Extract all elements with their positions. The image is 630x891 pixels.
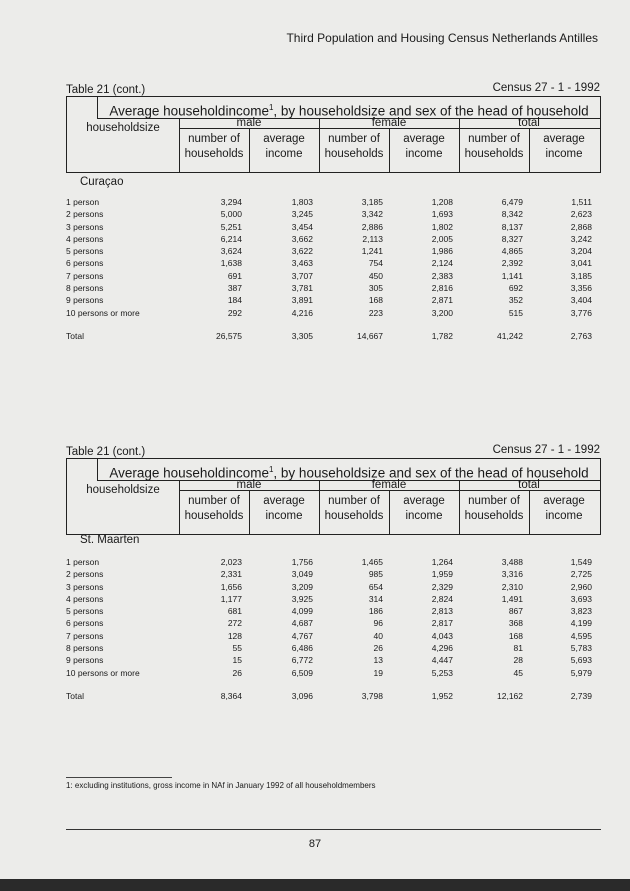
cell-value: 1,241 (361, 246, 383, 257)
table-row (66, 283, 606, 295)
row-label: Total (66, 330, 84, 341)
col-householdsize: householdsize (86, 484, 160, 496)
cell-value: 3,823 (570, 606, 592, 617)
cell-value: 1,465 (361, 557, 383, 567)
cell-value: 3,404 (570, 295, 592, 306)
table-row (66, 594, 606, 606)
table-body (66, 197, 606, 343)
table-row (66, 668, 606, 680)
cell-value: 28 (513, 655, 523, 666)
total-row (66, 691, 606, 703)
cell-value: 3,185 (570, 270, 592, 281)
cell-value: 3,781 (291, 283, 313, 294)
cell-value: 3,891 (291, 295, 313, 306)
cell-value: 4,687 (291, 618, 313, 629)
cell-value: 8,364 (220, 690, 242, 701)
col-number-of-households: number of households (324, 133, 384, 160)
cell-value: 3,316 (501, 569, 523, 580)
cell-value: 223 (368, 307, 383, 318)
cell-value: 3,204 (570, 246, 592, 257)
cell-value: 3,798 (361, 690, 383, 701)
cell-value: 1,549 (570, 557, 592, 567)
cell-value: 2,005 (431, 233, 453, 244)
census-date: Census 27 - 1 - 1992 (492, 82, 600, 94)
cell-value: 1,782 (431, 330, 453, 341)
cell-value: 2,329 (431, 581, 453, 592)
col-average-income: average income (263, 133, 305, 160)
cell-value: 3,463 (291, 258, 313, 269)
cell-value: 12,162 (497, 690, 523, 701)
col-average-income: average income (403, 495, 445, 522)
cell-value: 3,342 (361, 209, 383, 220)
cell-value: 985 (368, 569, 383, 580)
table-row (66, 308, 606, 320)
row-label: 6 persons (66, 258, 104, 269)
cell-value: 2,739 (570, 690, 592, 701)
cell-value: 3,693 (570, 593, 592, 604)
table-row (66, 569, 606, 581)
row-label: 5 persons (66, 246, 104, 257)
cell-value: 691 (227, 270, 242, 281)
table-title: Average householdincome$^1$, by householdsize and sex of the head of household (97, 459, 600, 481)
cell-value: 4,865 (501, 246, 523, 257)
cell-value: 184 (227, 295, 242, 306)
cell-value: 5,783 (570, 643, 592, 654)
group-female: female (371, 479, 407, 491)
cell-value: 305 (368, 283, 383, 294)
table-row (66, 643, 606, 655)
running-header: Third Population and Housing Census Netherlands Antilles (286, 31, 598, 45)
row-label: 7 persons (66, 270, 104, 281)
cell-value: 2,960 (570, 581, 592, 592)
cell-value: 13 (373, 655, 383, 666)
cell-value: 26,575 (216, 330, 242, 341)
cell-value: 55 (232, 643, 242, 654)
cell-value: 681 (227, 606, 242, 617)
table-row (66, 582, 606, 594)
cell-value: 6,214 (220, 233, 242, 244)
cell-value: 1,656 (220, 581, 242, 592)
table-body (66, 557, 606, 703)
cell-value: 1,959 (431, 569, 453, 580)
row-label: 9 persons (66, 655, 104, 666)
cell-value: 867 (508, 606, 523, 617)
cell-value: 3,245 (291, 209, 313, 220)
cell-value: 4,447 (431, 655, 453, 666)
row-label: 6 persons (66, 618, 104, 629)
row-label: 1 person (66, 557, 100, 567)
cell-value: 387 (227, 283, 242, 294)
cell-value: 2,310 (501, 581, 523, 592)
scan-border (0, 879, 630, 891)
cell-value: 5,253 (431, 667, 453, 678)
region-label: St. Maarten (80, 534, 140, 546)
cell-value: 3,925 (291, 593, 313, 604)
cell-value: 8,342 (501, 209, 523, 220)
cell-value: 754 (368, 258, 383, 269)
table-row (66, 606, 606, 618)
cell-value: 1,952 (431, 690, 453, 701)
cell-value: 2,813 (431, 606, 453, 617)
cell-value: 4,043 (431, 630, 453, 641)
col-number-of-households: number of households (324, 495, 384, 522)
cell-value: 2,725 (570, 569, 592, 580)
cell-value: 81 (513, 643, 523, 654)
table-row (66, 557, 606, 569)
cell-value: 3,294 (220, 197, 242, 207)
footnote: 1: excluding institutions, gross income in NAf in January 1992 of all householdmembers (66, 781, 376, 790)
cell-value: 2,113 (362, 233, 383, 244)
cell-value: 6,509 (291, 667, 313, 678)
cell-value: 128 (227, 630, 242, 641)
cell-value: 4,099 (291, 606, 313, 617)
cell-value: 1,638 (220, 258, 242, 269)
cell-value: 5,979 (570, 667, 592, 678)
cell-value: 3,356 (570, 283, 592, 294)
cell-value: 186 (368, 606, 383, 617)
group-female: female (371, 117, 407, 129)
cell-value: 3,707 (291, 270, 313, 281)
cell-value: 2,868 (570, 221, 592, 232)
cell-value: 1,141 (501, 270, 523, 281)
table-row (66, 631, 606, 643)
cell-value: 1,177 (220, 593, 242, 604)
cell-value: 654 (368, 581, 383, 592)
cell-value: 1,986 (431, 246, 453, 257)
cell-value: 2,392 (501, 258, 523, 269)
row-label: 3 persons (66, 581, 104, 592)
table-title: Average householdincome$^1$, by householdsize and sex of the head of household (97, 97, 600, 119)
cell-value: 3,200 (431, 307, 453, 318)
cell-value: 96 (373, 618, 383, 629)
row-label: 5 persons (66, 606, 104, 617)
col-number-of-households: number of households (184, 495, 244, 522)
cell-value: 45 (513, 667, 523, 678)
cell-value: 3,776 (570, 307, 592, 318)
total-row (66, 331, 606, 343)
row-label: 8 persons (66, 643, 104, 654)
table-caption: Table 21 (cont.) (66, 84, 146, 96)
cell-value: 8,327 (501, 233, 523, 244)
cell-value: 6,479 (501, 197, 523, 207)
table-row (66, 209, 606, 221)
cell-value: 8,137 (501, 221, 523, 232)
footnote-rule (66, 777, 172, 778)
cell-value: 5,000 (220, 209, 242, 220)
footer-rule (66, 829, 601, 830)
table-row (66, 197, 606, 209)
cell-value: 4,199 (570, 618, 592, 629)
table-row (66, 618, 606, 630)
cell-value: 2,023 (220, 557, 242, 567)
cell-value: 450 (368, 270, 383, 281)
cell-value: 1,491 (501, 593, 523, 604)
cell-value: 292 (227, 307, 242, 318)
cell-value: 3,662 (291, 233, 313, 244)
cell-value: 3,488 (501, 557, 523, 567)
col-average-income: average income (263, 495, 305, 522)
cell-value: 15 (232, 655, 242, 666)
row-label: 4 persons (66, 593, 104, 604)
row-label: 10 persons or more (66, 307, 140, 318)
cell-value: 6,486 (291, 643, 313, 654)
cell-value: 4,216 (291, 307, 313, 318)
cell-value: 2,824 (431, 593, 453, 604)
row-label: 2 persons (66, 569, 104, 580)
cell-value: 5,693 (570, 655, 592, 666)
cell-value: 19 (373, 667, 383, 678)
table-row (66, 234, 606, 246)
cell-value: 5,251 (220, 221, 242, 232)
cell-value: 2,816 (431, 283, 453, 294)
cell-value: 1,511 (571, 197, 592, 207)
group-male: male (236, 479, 262, 491)
table-row (66, 246, 606, 258)
table-header (66, 458, 601, 535)
row-label: 1 person (66, 197, 100, 207)
cell-value: 1,693 (431, 209, 453, 220)
cell-value: 3,096 (291, 690, 313, 701)
cell-value: 1,756 (291, 557, 313, 567)
row-label: 3 persons (66, 221, 104, 232)
cell-value: 1,803 (291, 197, 313, 207)
table-row (66, 295, 606, 307)
row-label: Total (66, 690, 84, 701)
row-label: 4 persons (66, 233, 104, 244)
cell-value: 3,622 (291, 246, 313, 257)
cell-value: 2,886 (361, 221, 383, 232)
cell-value: 3,624 (220, 246, 242, 257)
region-label: Curaçao (80, 176, 124, 188)
cell-value: 314 (368, 593, 383, 604)
cell-value: 3,242 (570, 233, 592, 244)
page-number: 87 (308, 838, 322, 850)
col-householdsize: householdsize (86, 122, 160, 134)
col-number-of-households: number of households (184, 133, 244, 160)
cell-value: 2,331 (220, 569, 242, 580)
cell-value: 4,595 (570, 630, 592, 641)
cell-value: 41,242 (497, 330, 523, 341)
cell-value: 168 (508, 630, 523, 641)
cell-value: 168 (368, 295, 383, 306)
row-label: 9 persons (66, 295, 104, 306)
row-label: 2 persons (66, 209, 104, 220)
cell-value: 3,049 (291, 569, 313, 580)
cell-value: 2,124 (431, 258, 453, 269)
cell-value: 272 (227, 618, 242, 629)
cell-value: 368 (508, 618, 523, 629)
cell-value: 1,208 (431, 197, 453, 207)
col-average-income: average income (543, 133, 585, 160)
cell-value: 1,264 (431, 557, 453, 567)
cell-value: 3,305 (291, 330, 313, 341)
cell-value: 26 (373, 643, 383, 654)
cell-value: 40 (373, 630, 383, 641)
cell-value: 3,209 (291, 581, 313, 592)
cell-value: 515 (508, 307, 523, 318)
cell-value: 2,763 (570, 330, 592, 341)
cell-value: 6,772 (291, 655, 313, 666)
table-row (66, 222, 606, 234)
cell-value: 2,817 (431, 618, 453, 629)
row-label: 7 persons (66, 630, 104, 641)
cell-value: 692 (508, 283, 523, 294)
cell-value: 1,802 (431, 221, 453, 232)
cell-value: 14,667 (357, 330, 383, 341)
table-row (66, 271, 606, 283)
row-label: 8 persons (66, 283, 104, 294)
table-row (66, 655, 606, 667)
cell-value: 2,383 (431, 270, 453, 281)
cell-value: 2,623 (570, 209, 592, 220)
group-total: total (518, 479, 540, 491)
table-row (66, 258, 606, 270)
cell-value: 3,454 (291, 221, 313, 232)
cell-value: 4,296 (431, 643, 453, 654)
cell-value: 2,871 (431, 295, 453, 306)
group-total: total (518, 117, 540, 129)
cell-value: 26 (232, 667, 242, 678)
census-date: Census 27 - 1 - 1992 (492, 444, 600, 456)
cell-value: 4,767 (291, 630, 313, 641)
group-male: male (236, 117, 262, 129)
col-average-income: average income (543, 495, 585, 522)
col-average-income: average income (403, 133, 445, 160)
col-number-of-households: number of households (464, 495, 524, 522)
row-label: 10 persons or more (66, 667, 140, 678)
table-header (66, 96, 601, 173)
col-number-of-households: number of households (464, 133, 524, 160)
cell-value: 3,185 (361, 197, 383, 207)
table-caption: Table 21 (cont.) (66, 446, 146, 458)
cell-value: 3,041 (570, 258, 592, 269)
cell-value: 352 (508, 295, 523, 306)
